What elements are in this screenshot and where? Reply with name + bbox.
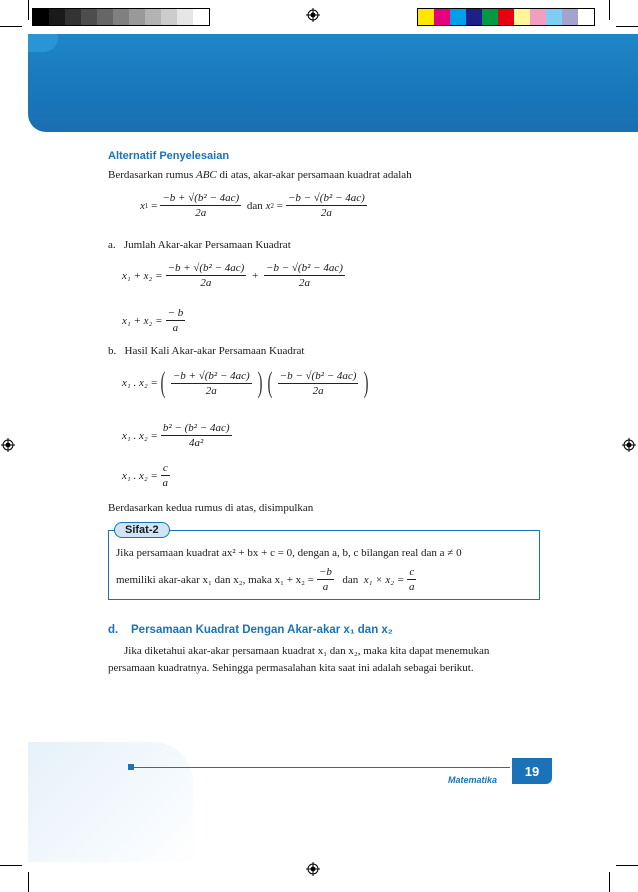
root1-denominator: 2a [195,207,207,219]
property-product-denominator: a [409,581,415,593]
sum-equation-1: x₁ + x₂ = $\frac{\text{−b + √(b² − 4ac)}}{2a}$ + $\frac{\text{−b − √(b² − 4ac)}}{2a}$ [122,262,343,289]
page-number: 19 [524,763,540,779]
intro-sentence: Berdasarkan rumus ABC di atas, akar-akar persamaan kuadrat adalah [108,169,412,181]
footer-rule [130,767,510,768]
product-numerator-2: −b − √(b² − 4ac) [279,369,357,382]
item-a-heading [108,239,291,251]
intro-text [108,169,412,181]
color-swatch [530,9,546,25]
color-swatch [466,9,482,25]
item-b-heading [108,345,305,357]
property-product-numerator: c [409,566,415,578]
product-result-denominator: a [162,477,169,489]
item-b-title: Hasil Kali Akar-akar Persamaan Kuadrat [124,345,305,357]
roots-formula: x 1 = $\frac{\text{−b + √(b² − 4ac)}}{2a}$ dan x 2 = $\frac{\text{−b − √(b² − 4ac)}}{2a}$ [140,192,365,219]
product-equation-2 [122,422,235,449]
gray-swatch [129,9,145,25]
color-swatch [450,9,466,25]
registration-mark-top [306,8,320,22]
gray-swatch [161,9,177,25]
section-d-label: d. [108,624,119,636]
registration-mark-bottom [306,862,320,876]
product-step-denominator: 4a² [189,437,204,449]
gray-swatch [113,9,129,25]
color-swatch [578,9,594,25]
property-line2-pre: memiliki akar-akar x₁ dan x₂, maka x₁ + x₂ = [116,573,314,586]
sum-numerator-2: −b − √(b² − 4ac) [266,262,343,274]
property-dan: dan [342,573,359,586]
sum-result-numerator: − b [167,307,184,319]
x1-symbol: x [140,199,145,212]
color-swatch [434,9,450,25]
product-step-numerator: b² − (b² − 4ac) [162,422,230,434]
section-d-heading [108,624,393,636]
gray-swatch [81,9,97,25]
header-banner [28,34,638,132]
root1-numerator: −b + √(b² − 4ac) [162,192,240,204]
product-equation-3 [122,462,173,489]
product-numerator-1: −b + √(b² − 4ac) [172,369,250,382]
sum-denominator-2: 2a [298,277,310,289]
dan-word: dan [246,199,263,212]
sum-lhs-2: x₁ + x₂ = [122,314,163,327]
conclusion-text: Berdasarkan kedua rumus di atas, disimpulkan [108,502,314,514]
product-result-numerator: c [162,462,168,474]
root2-denominator: 2a [320,207,332,219]
sum-denominator-1: 2a [200,277,212,289]
color-swatch [498,9,514,25]
sum-result-denominator: a [172,322,179,334]
color-calibration-bar [417,8,595,26]
footer-rule-dot [128,764,134,770]
section-d-paragraph-line2: persamaan kuadratnya. Sehingga permasalahan kita saat ini adalah sebagai berikut. [108,662,474,674]
x2-symbol: x [265,199,271,212]
root2-fraction [286,192,367,219]
section-title: Alternatif Penyelesaian [108,150,230,162]
gray-swatch [177,9,193,25]
footer-wave-decoration [28,742,193,862]
item-a-title: Jumlah Akar-akar Persamaan Kuadrat [123,239,291,251]
gray-swatch [49,9,65,25]
product-lhs-2: x₁ . x₂ = [122,429,158,442]
gray-calibration-bar [32,8,210,26]
gray-swatch [65,9,81,25]
sum-numerator-1: −b + √(b² − 4ac) [167,262,245,274]
section-d-paragraph-line1: Jika diketahui akar-akar persamaan kuadrat x₁ dan x₂, maka kita dapat menemukan [124,645,490,657]
abc-italic: ABC [195,169,217,181]
gray-swatch [193,9,209,25]
color-swatch [514,9,530,25]
root2-numerator: −b − √(b² − 4ac) [287,192,365,204]
page-number-badge [512,758,552,784]
property-product-lhs: x₁ × x₂ = [363,573,405,586]
property-box-title: Sifat-2 [114,522,170,538]
sum-lhs-1: x₁ + x₂ = [122,269,163,282]
product-denominator-2: 2a [312,384,324,397]
gray-swatch [97,9,113,25]
root1-fraction [160,192,241,219]
footer-subject: Matematika [448,775,498,785]
property-box-line1: Jika persamaan kuadrat ax² + bx + c = 0, dengan a, b, c bilangan real dan a ≠ 0 [116,547,462,559]
item-b-label: b. [108,345,117,357]
product-lhs-1: x₁ . x₂ = [122,377,158,389]
color-swatch [482,9,498,25]
color-swatch [562,9,578,25]
registration-mark-right [622,438,636,452]
product-equation-1: x₁ . x₂ = ( $\frac{\text{−b + √(b² − 4ac)}}{2a}$ ) ( $\frac{\text{−b − √(b² − 4ac)}}{2a}$ ) [122,366,369,399]
gray-swatch [33,9,49,25]
property-sum-denominator: a [322,581,329,593]
product-denominator-1: 2a [205,384,217,397]
color-swatch [418,9,434,25]
registration-mark-left [1,438,15,452]
property-sum-numerator: −b [318,566,332,578]
section-d-title: Persamaan Kuadrat Dengan Akar-akar x₁ dan x₂ [131,624,393,636]
property-box-line2 [116,566,419,593]
product-lhs-3: x₁ . x₂ = [122,469,158,482]
item-a-label: a. [108,239,116,251]
color-swatch [546,9,562,25]
gray-swatch [145,9,161,25]
sum-equation-2 [122,307,188,334]
